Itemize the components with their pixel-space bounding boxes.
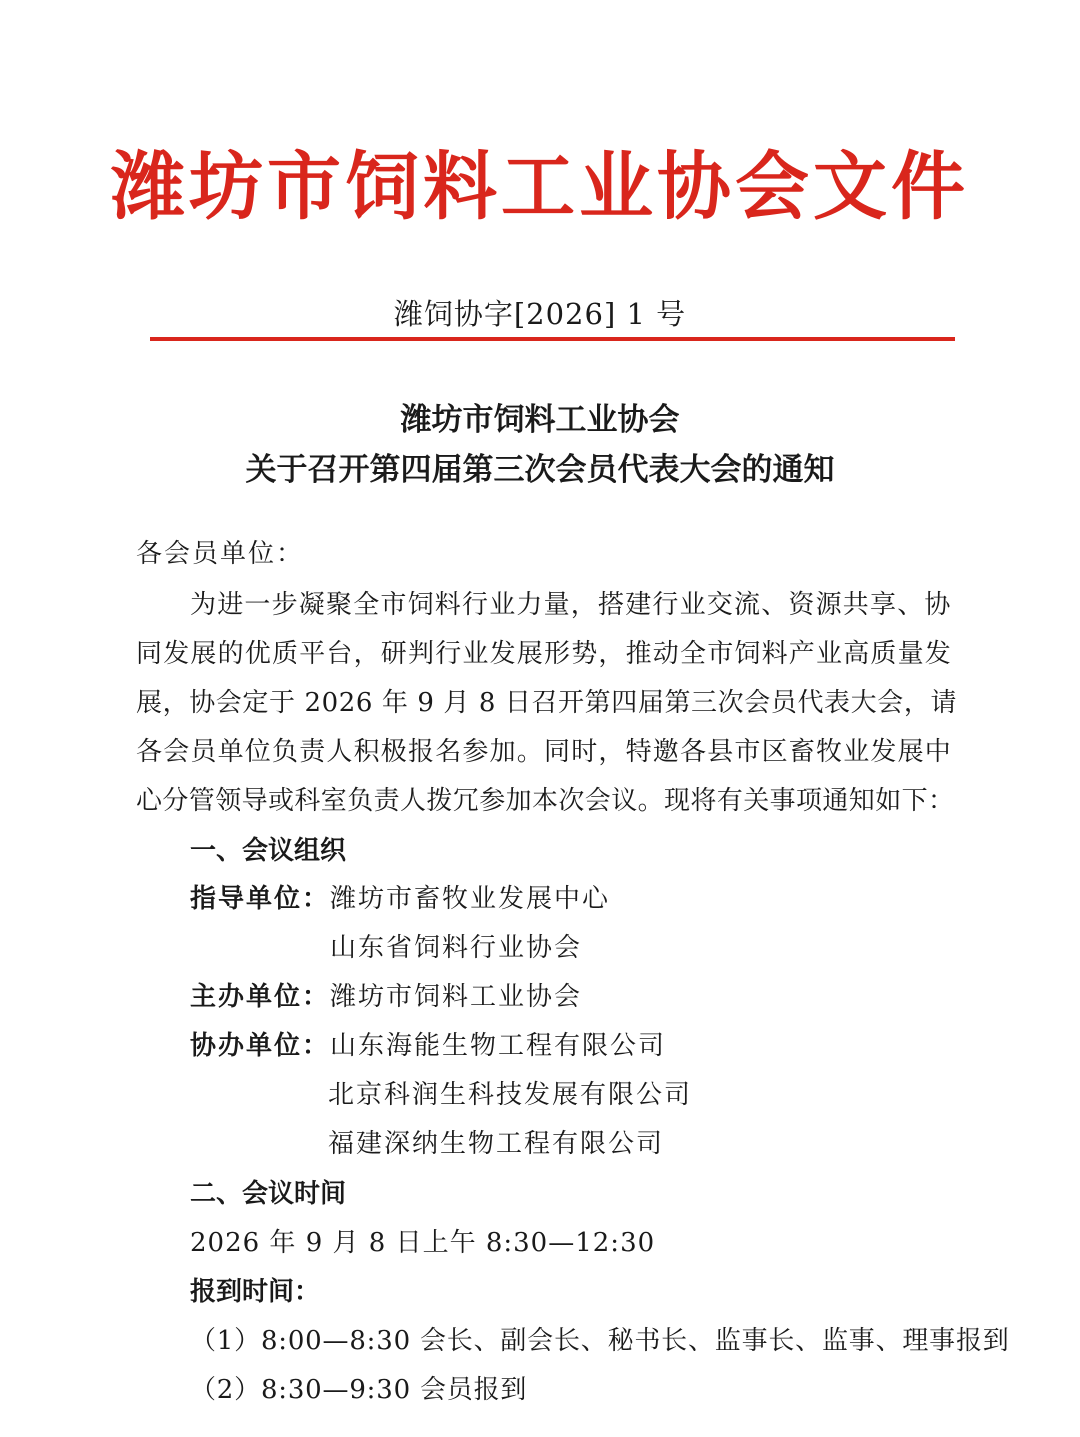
paragraph-line: 展，协会定于 2026 年 9 月 8 日召开第四届第三次会员代表大会，请 [136, 688, 958, 718]
co-label: 协办单位： [190, 1031, 331, 1061]
host-unit: 潍坊市饲料工业协会 [330, 982, 583, 1012]
paragraph-line: 为进一步凝聚全市饲料行业力量，搭建行业交流、资源共享、协 [190, 590, 952, 620]
co-unit: 山东海能生物工程有限公司 [330, 1031, 667, 1061]
red-divider [150, 337, 955, 341]
checkin-item: （2）8:30—9:30 会员报到 [190, 1375, 528, 1405]
checkin-item: （1）8:00—8:30 会长、副会长、秘书长、监事长、监事、理事报到 [190, 1326, 1010, 1356]
paragraph-line: 同发展的优质平台，研判行业发展形势，推动全市饲料产业高质量发 [136, 639, 953, 669]
notice-title-line-2: 关于召开第四届第三次会员代表大会的通知 [245, 452, 835, 488]
guiding-unit-row [190, 878, 610, 915]
guiding-unit: 山东省饲料行业协会 [330, 933, 583, 963]
paragraph-line: 心分管领导或科室负责人拨冗参加本次会议。现将有关事项通知如下： [136, 786, 955, 816]
co-unit-row [190, 1025, 666, 1062]
section-heading-time: 二、会议时间 [190, 1179, 347, 1209]
co-unit: 福建深纳生物工程有限公司 [328, 1129, 665, 1159]
document-number: 潍饲协字[2026] 1 号 [393, 297, 687, 331]
salutation: 各会员单位： [136, 539, 305, 569]
guiding-label: 指导单位： [190, 884, 331, 914]
notice-title-line-1: 潍坊市饲料工业协会 [400, 402, 680, 438]
checkin-label: 报到时间： [190, 1277, 321, 1307]
document-header-title: 潍坊市饲料工业协会文件 [111, 144, 969, 230]
host-label: 主办单位： [190, 982, 331, 1012]
section-heading-organization: 一、会议组织 [190, 836, 347, 866]
co-unit: 北京科润生科技发展有限公司 [328, 1080, 693, 1110]
meeting-time: 2026 年 9 月 8 日上午 8:30—12:30 [190, 1228, 656, 1258]
paragraph-line: 各会员单位负责人积极报名参加。同时，特邀各县市区畜牧业发展中 [136, 737, 953, 767]
guiding-unit: 潍坊市畜牧业发展中心 [330, 884, 611, 914]
host-unit-row [190, 976, 582, 1013]
